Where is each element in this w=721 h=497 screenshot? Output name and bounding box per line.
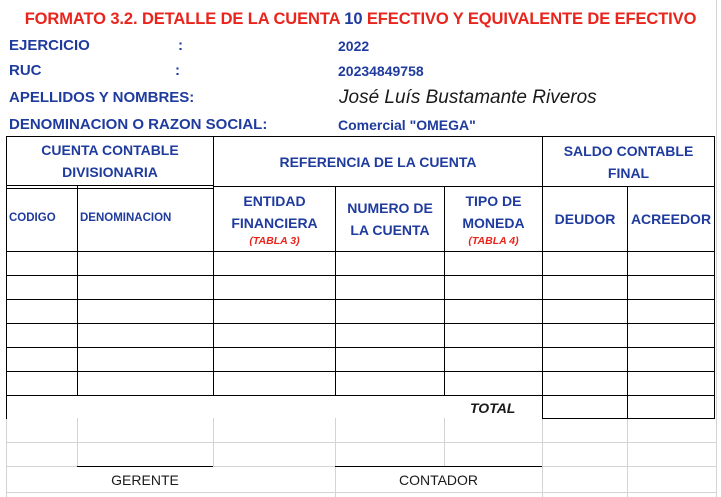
column-acreedor-text: ACREEDOR xyxy=(630,211,712,227)
apellidos-value: José Luís Bustamante Riveros xyxy=(339,87,597,108)
column-acreedor xyxy=(628,187,714,251)
header-referencia xyxy=(214,137,542,186)
header-referencia-text: REFERENCIA DE LA CUENTA xyxy=(279,153,477,170)
title-account-number: 10 xyxy=(344,10,363,28)
column-deudor-text: DEUDOR xyxy=(554,211,616,227)
column-tipo-line1: TIPO DE xyxy=(465,193,522,209)
header-cuenta-contable xyxy=(7,137,213,185)
document-title xyxy=(0,10,721,29)
total-label: TOTAL xyxy=(470,400,516,416)
column-entidad-line2: FINANCIERA xyxy=(231,215,318,231)
header-saldo-line1: SALDO CONTABLE xyxy=(563,142,694,159)
ruc-value: 20234849758 xyxy=(338,63,424,79)
ejercicio-colon: : xyxy=(178,37,183,54)
column-codigo: CODIGO xyxy=(9,212,56,224)
ruc-colon: : xyxy=(175,62,180,79)
title-prefix: FORMATO 3.2. DETALLE DE LA CUENTA xyxy=(24,10,345,28)
header-cuenta-line1: CUENTA CONTABLE xyxy=(41,142,179,158)
razon-social-value: Comercial "OMEGA" xyxy=(338,117,476,133)
header-cuenta-line2: DIVISIONARIA xyxy=(62,164,158,180)
signature-gerente: GERENTE xyxy=(111,472,179,488)
column-tipo-line2: MONEDA xyxy=(462,215,525,231)
ruc-label: RUC xyxy=(9,62,42,79)
column-tipo-moneda xyxy=(445,187,542,251)
column-numero-line2: LA CUENTA xyxy=(350,222,430,238)
column-deudor xyxy=(543,187,627,251)
razon-social-label: DENOMINACION O RAZON SOCIAL: xyxy=(9,116,268,133)
column-entidad-line1: ENTIDAD xyxy=(243,193,306,209)
column-entidad-financiera xyxy=(214,187,335,251)
ejercicio-value: 2022 xyxy=(338,38,370,54)
signature-contador: CONTADOR xyxy=(398,472,479,488)
column-numero-line1: NUMERO DE xyxy=(347,200,433,216)
column-tipo-ref: (TABLA 4) xyxy=(468,235,519,247)
column-denominacion: DENOMINACION xyxy=(80,212,172,224)
column-numero-cuenta xyxy=(336,187,444,251)
ejercicio-label: EJERCICIO xyxy=(9,37,90,54)
column-entidad-ref: (TABLA 3) xyxy=(249,235,300,247)
header-saldo-line2: FINAL xyxy=(607,164,650,181)
header-saldo-contable xyxy=(543,137,714,186)
title-suffix: EFECTIVO Y EQUIVALENTE DE EFECTIVO xyxy=(362,10,697,28)
apellidos-label: APELLIDOS Y NOMBRES: xyxy=(9,89,195,106)
